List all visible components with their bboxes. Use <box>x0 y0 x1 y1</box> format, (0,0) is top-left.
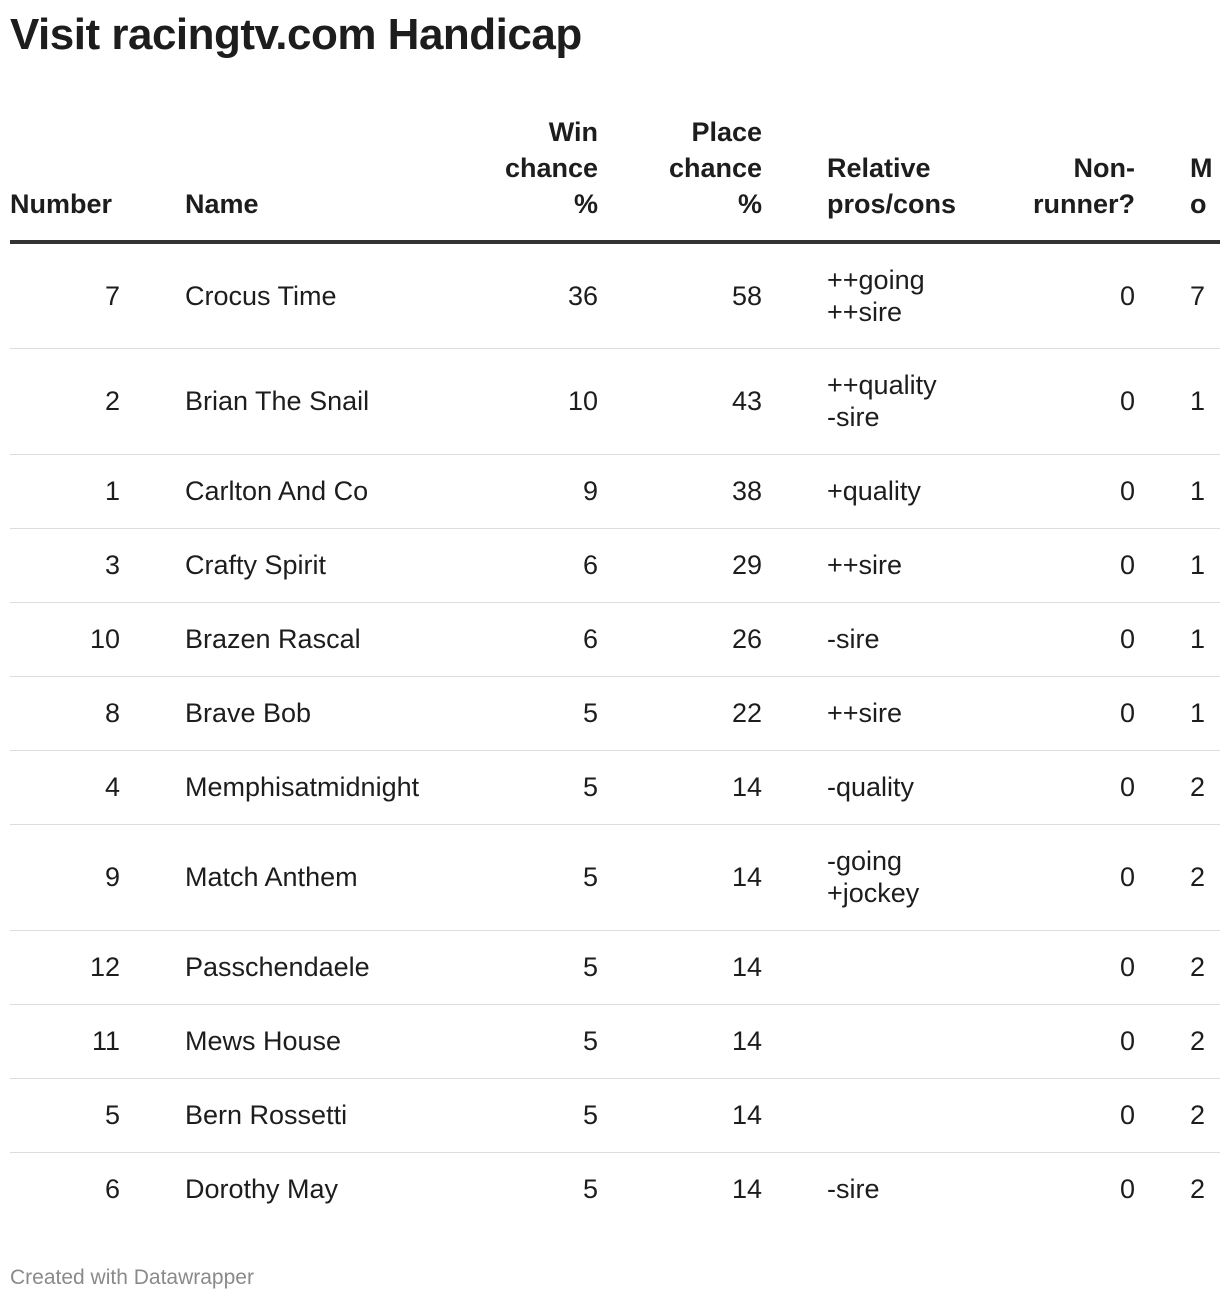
table-row <box>10 528 1220 602</box>
header-nonrunner-line: runner? <box>1032 189 1135 219</box>
header-win-line: Win <box>548 117 598 147</box>
header-relative[interactable] <box>827 110 997 242</box>
cell-name: Brave Bob <box>185 676 435 750</box>
cell-place-chance: 14 <box>598 930 762 1004</box>
cell-nonrunner: 0 <box>997 824 1135 930</box>
cell-extra: 2 <box>1190 1004 1220 1078</box>
cell-name: Crafty Spirit <box>185 528 435 602</box>
footer-credit[interactable]: Created with Datawrapper <box>10 1266 254 1289</box>
cell-name: Brian The Snail <box>185 348 435 454</box>
cell-place-chance: 38 <box>598 454 762 528</box>
header-win-chance[interactable] <box>435 110 598 242</box>
header-win-line: % <box>573 189 598 219</box>
cell-number: 1 <box>10 454 120 528</box>
header-extra-line: o <box>1190 189 1207 219</box>
cell-nonrunner: 0 <box>997 1078 1135 1152</box>
cell-win-chance: 5 <box>435 676 598 750</box>
cell-place-chance: 14 <box>598 750 762 824</box>
cell-relative: -quality <box>827 750 997 824</box>
cell-win-chance: 5 <box>435 750 598 824</box>
header-relative-line: Relative <box>827 153 931 183</box>
cell-extra: 2 <box>1190 930 1220 1004</box>
table-row <box>10 602 1220 676</box>
table-row <box>10 824 1220 930</box>
header-place-line: chance <box>668 153 762 183</box>
cell-win-chance: 5 <box>435 930 598 1004</box>
cell-relative <box>827 1078 997 1152</box>
cell-name: Brazen Rascal <box>185 602 435 676</box>
cell-relative: ++sire <box>827 676 997 750</box>
cell-name: Passchendaele <box>185 930 435 1004</box>
cell-extra: 1 <box>1190 528 1220 602</box>
table-container <box>10 110 1220 1226</box>
table-row <box>10 348 1220 454</box>
cell-extra: 1 <box>1190 602 1220 676</box>
cell-nonrunner: 0 <box>997 930 1135 1004</box>
header-extra-line: M <box>1190 153 1213 183</box>
cell-nonrunner: 0 <box>997 528 1135 602</box>
cell-nonrunner: 0 <box>997 348 1135 454</box>
cell-relative: -sire <box>827 1174 880 1205</box>
header-nonrunner-line: Non- <box>1073 153 1135 183</box>
cell-extra: 2 <box>1190 750 1220 824</box>
cell-name: Mews House <box>185 1004 435 1078</box>
table-row <box>10 1152 1220 1226</box>
header-name-label: Name <box>185 189 259 219</box>
cell-number: 6 <box>104 1174 120 1205</box>
cell-name: Match Anthem <box>185 824 435 930</box>
cell-place-chance: 22 <box>598 676 762 750</box>
cell-number: 3 <box>10 528 120 602</box>
cell-extra: 2 <box>1190 1078 1220 1152</box>
cell-extra: 2 <box>1190 1174 1206 1205</box>
cell-win-chance: 36 <box>435 242 598 348</box>
data-table <box>10 110 1220 1226</box>
cell-extra: 1 <box>1190 348 1220 454</box>
cell-number: 5 <box>10 1078 120 1152</box>
cell-relative: -sire <box>827 602 997 676</box>
cell-nonrunner: 0 <box>997 1004 1135 1078</box>
cell-place-chance: 58 <box>598 242 762 348</box>
header-place-chance[interactable] <box>598 110 762 242</box>
cell-number: 11 <box>10 1004 120 1078</box>
cell-win-chance: 5 <box>435 1078 598 1152</box>
cell-place-chance: 26 <box>598 602 762 676</box>
header-number-label: Number <box>10 189 113 219</box>
cell-extra: 7 <box>1190 242 1220 348</box>
table-row <box>10 676 1220 750</box>
table-row <box>10 930 1220 1004</box>
cell-number: 7 <box>10 242 120 348</box>
cell-nonrunner: 0 <box>997 454 1135 528</box>
cell-place-chance: 43 <box>598 348 762 454</box>
header-place-line: Place <box>691 117 762 147</box>
cell-name: Crocus Time <box>185 242 435 348</box>
header-place-line: % <box>737 189 762 219</box>
cell-place-chance: 14 <box>598 1078 762 1152</box>
cell-relative <box>827 1004 997 1078</box>
cell-win-chance: 6 <box>435 528 598 602</box>
cell-name: Memphisatmidnight <box>185 750 435 824</box>
header-win-line: chance <box>504 153 598 183</box>
table-row <box>10 750 1220 824</box>
header-relative-line: pros/cons <box>827 189 957 219</box>
cell-place-chance: 14 <box>731 1174 762 1205</box>
cell-nonrunner: 0 <box>997 676 1135 750</box>
cell-win-chance: 6 <box>435 602 598 676</box>
header-extra[interactable] <box>1190 110 1220 242</box>
cell-extra: 1 <box>1190 676 1220 750</box>
cell-place-chance: 14 <box>598 1004 762 1078</box>
cell-relative: +quality <box>827 454 997 528</box>
cell-number: 12 <box>10 930 120 1004</box>
table-row <box>10 242 1220 348</box>
table-row <box>10 1004 1220 1078</box>
cell-extra: 1 <box>1190 454 1220 528</box>
cell-number: 8 <box>10 676 120 750</box>
cell-win-chance: 5 <box>435 824 598 930</box>
cell-nonrunner: 0 <box>997 750 1135 824</box>
cell-nonrunner: 0 <box>1119 1174 1135 1205</box>
cell-relative: ++sire <box>827 528 997 602</box>
cell-relative <box>827 930 997 1004</box>
cell-name: Dorothy May <box>185 1174 339 1205</box>
cell-relative: ++quality -sire <box>827 348 997 454</box>
cell-number: 9 <box>10 824 120 930</box>
header-name[interactable] <box>185 110 435 242</box>
table-body <box>10 242 1220 1226</box>
cell-number: 2 <box>10 348 120 454</box>
cell-place-chance: 14 <box>598 824 762 930</box>
table-row <box>10 1078 1220 1152</box>
header-nonrunner[interactable] <box>997 110 1135 242</box>
cell-number: 4 <box>10 750 120 824</box>
cell-win-chance: 10 <box>435 348 598 454</box>
header-number[interactable] <box>10 110 120 242</box>
cell-number: 10 <box>10 602 120 676</box>
cell-nonrunner: 0 <box>997 242 1135 348</box>
cell-win-chance: 9 <box>435 454 598 528</box>
table-row <box>10 454 1220 528</box>
cell-name: Bern Rossetti <box>185 1078 435 1152</box>
cell-name: Carlton And Co <box>185 454 435 528</box>
chart-title: Visit racingtv.com Handicap <box>10 10 582 59</box>
cell-nonrunner: 0 <box>997 602 1135 676</box>
header-row <box>10 110 1220 242</box>
cell-place-chance: 29 <box>598 528 762 602</box>
cell-relative: ++going ++sire <box>827 242 997 348</box>
cell-win-chance: 5 <box>582 1174 598 1205</box>
cell-win-chance: 5 <box>435 1004 598 1078</box>
cell-relative: -going +jockey <box>827 824 997 930</box>
cell-extra: 2 <box>1190 824 1220 930</box>
